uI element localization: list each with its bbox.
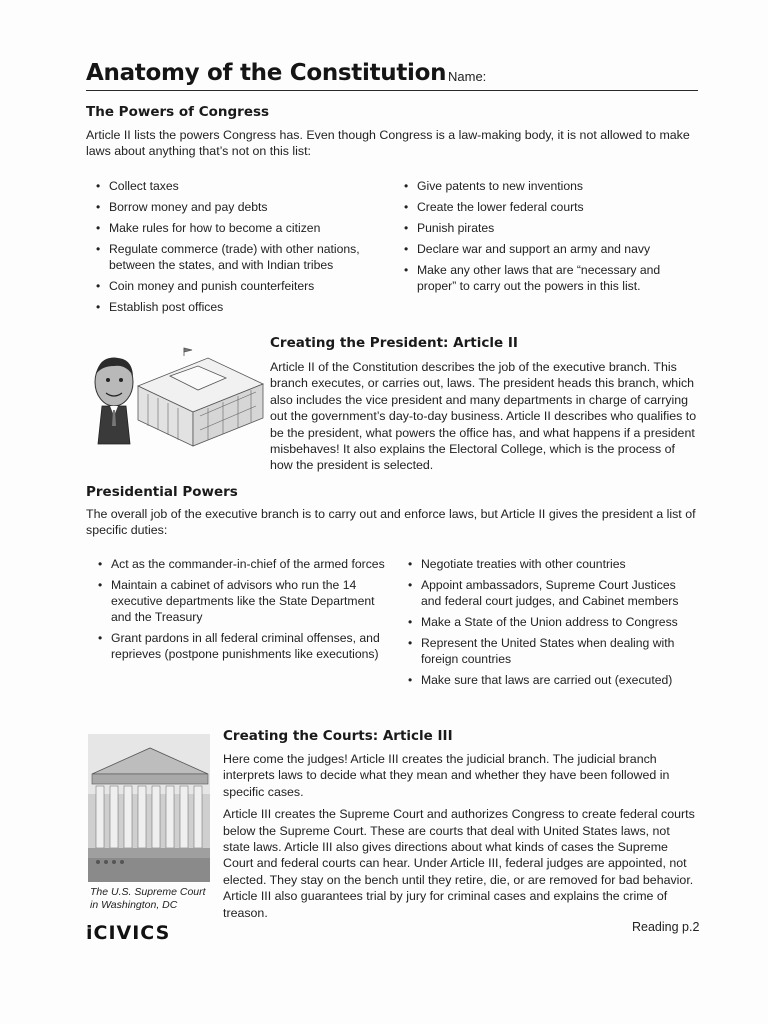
list-item: • Create the lower federal courts [404,199,694,215]
photo-caption: The U.S. Supreme Court in Washington, DC [90,886,206,911]
congress-intro: Article II lists the powers Congress has. Even though Congress is a law-making body, it is not allowed to make laws about anything that’s not on this list: [86,128,690,159]
list-item: • Make any other laws that are “necessary and proper” to carry out the powers in this list. [404,262,694,294]
list-item: • Negotiate treaties with other countries [408,556,698,572]
list-item: • Coin money and punish counterfeiters [96,278,396,294]
list-item: • Punish pirates [404,220,694,236]
list-item: • Regulate commerce (trade) with other nations, between the states, and with Indian tribes [96,241,396,273]
title-row [86,60,698,91]
powers-left-list [98,556,388,667]
powers-intro: The overall job of the executive branch is to carry out and enforce laws, but Article II gives the president a list of specific duties: [86,507,696,538]
list-item: • Grant pardons in all federal criminal offenses, and reprieves (postpone punishments like executions) [98,630,388,662]
list-item: • Appoint ambassadors, Supreme Court Justices and federal court judges, and Cabinet members [408,577,698,609]
list-item: • Give patents to new inventions [404,178,694,194]
president-illustration [88,346,268,471]
congress-right-list [404,178,694,299]
supreme-court-photo [88,734,210,887]
list-item: • Maintain a cabinet of advisors who run the 14 executive departments like the State Department and the Treasury [98,577,388,625]
president-body: Article II of the Constitution describes the job of the executive branch. This branch executes, or carries out, laws. The president heads this branch, which also includes the vice president and many departments in charge of carrying out the government’s day-to-day business. Article II describes who qualifies to be the president, what powers the office has, and what happens if a president misbehaves! It also explains the Electoral College, which is the process of how the president is selected. [270,360,697,473]
list-item: • Borrow money and pay debts [96,199,396,215]
list-item: • Declare war and support an army and navy [404,241,694,257]
page-title: Anatomy of the Constitution [86,60,447,86]
courts-paragraph-1: Here come the judges! Article III creates the judicial branch. The judicial branch interprets laws to decide what they mean and whether they have been followed in specific cases. [223,752,670,799]
powers-heading: Presidential Powers [86,484,238,500]
courts-heading: Creating the Courts: Article III [223,728,453,744]
name-label: Name: [448,69,487,84]
list-item: • Act as the commander-in-chief of the armed forces [98,556,388,572]
courts-body [223,751,699,927]
page-number: Reading p.2 [632,920,700,934]
list-item: • Represent the United States when dealing with foreign countries [408,635,698,667]
icivics-logo: iCIVICS [86,922,171,944]
president-heading: Creating the President: Article II [270,335,518,351]
powers-right-list [408,556,698,693]
congress-heading: The Powers of Congress [86,104,270,120]
courts-paragraph-2: Article III creates the Supreme Court and authorizes Congress to create federal courts below the Supreme Court. These are courts that deal with United States laws, not state laws. Article III also gives directions about what kinds of cases the Supreme Court and federal courts can hear. Under Article III, federal judges are appointed, not elected. They stay on the bench until they retire, die, or are removed for bad behavior. Article III also guarantees trial by jury for criminal cases and explains the crime of treason. [223,807,695,920]
list-item: • Collect taxes [96,178,396,194]
list-item: • Make rules for how to become a citizen [96,220,396,236]
list-item: • Make sure that laws are carried out (executed) [408,672,698,688]
congress-left-list [96,178,396,320]
list-item: • Establish post offices [96,299,396,315]
list-item: • Make a State of the Union address to Congress [408,614,698,630]
